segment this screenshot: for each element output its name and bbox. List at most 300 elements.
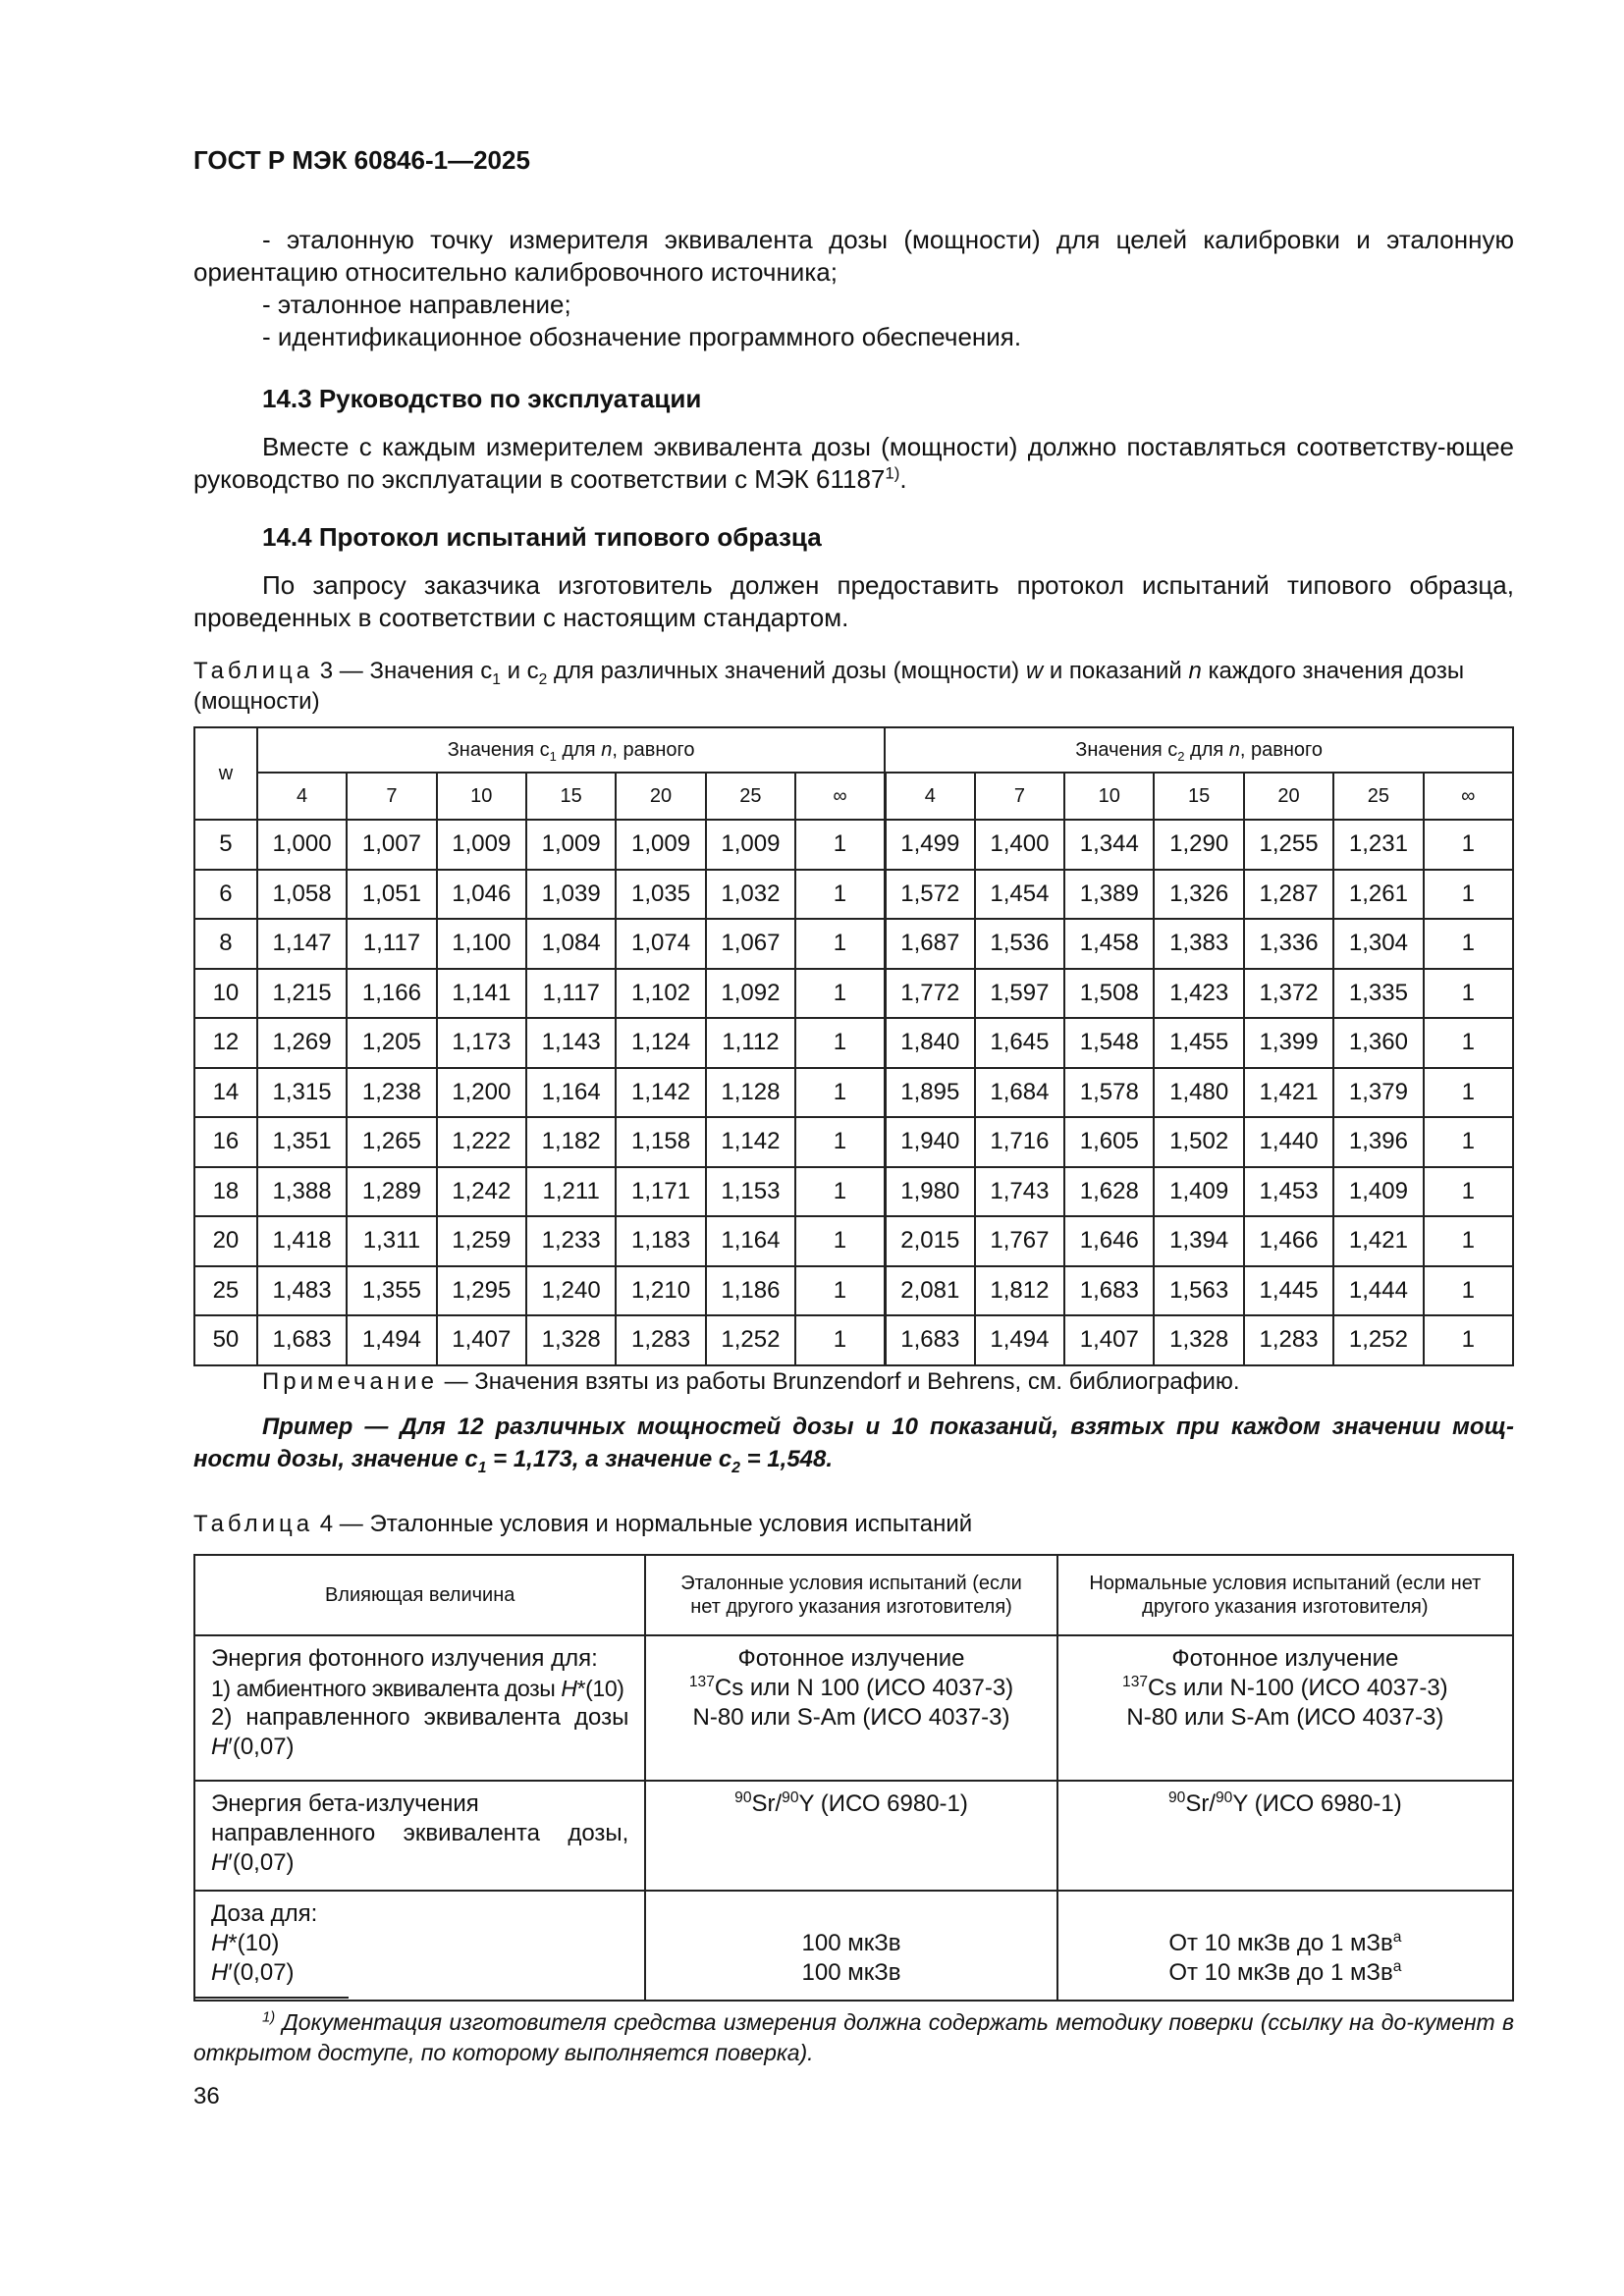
table-cell: 1,683: [1064, 1266, 1154, 1316]
r2-norm-mid: Sr/: [1185, 1790, 1216, 1817]
table-cell: 1: [795, 1266, 885, 1316]
table-cell: 1,409: [1333, 1167, 1423, 1217]
group2-n: n: [1228, 738, 1240, 761]
r2-q1: Энергия бета-излучения: [211, 1790, 479, 1817]
table-cell: 1,141: [437, 969, 526, 1019]
table-cell: 1,716: [975, 1117, 1064, 1167]
table4-r2-normal: [1057, 1781, 1513, 1891]
table-cell: 2,081: [885, 1266, 974, 1316]
table-cell: 1,009: [526, 820, 616, 870]
r1-norm2-sup: 137: [1122, 1674, 1149, 1690]
intro-line-3: - идентификационное обозначение программного обеспечения.: [262, 322, 1022, 351]
table-cell: 1: [795, 1315, 885, 1365]
table3-n-header: 25: [706, 773, 795, 820]
table4-r1-reference: [645, 1635, 1056, 1781]
section-14-3-title: 14.3 Руководство по эксплуатации: [262, 384, 702, 413]
table-cell: 1,058: [257, 870, 347, 920]
table-cell: 1: [795, 1068, 885, 1118]
table-cell: 1,499: [885, 820, 974, 870]
table-cell: 1,143: [526, 1018, 616, 1068]
table-cell: 1: [1424, 1068, 1513, 1118]
table-cell: 1,074: [616, 919, 705, 969]
table-cell: 1,000: [257, 820, 347, 870]
footnote-text: Документация изготовителя средства измерения должна содержать методику поверки (ссылку на до-кумент в открытом доступе, по которому выполняется поверка).: [193, 2009, 1514, 2065]
table4-r2-quantity: [194, 1781, 645, 1891]
table-cell: 1,494: [347, 1315, 436, 1365]
table-cell: 1,124: [616, 1018, 705, 1068]
table-cell: 1,455: [1154, 1018, 1243, 1068]
table-cell: 1: [1424, 820, 1513, 870]
table-cell: 1,335: [1333, 969, 1423, 1019]
r1-norm2: [1068, 1674, 1502, 1703]
table3-n-header: 7: [975, 773, 1064, 820]
table-cell: 1,265: [347, 1117, 436, 1167]
table-cell: 1,683: [885, 1315, 974, 1365]
r2-q3: [211, 1848, 628, 1878]
document-header: ГОСТ Р МЭК 60846-1—2025: [193, 145, 530, 175]
r1-ref2-text: Cs или N 100 (ИСО 4037-3): [714, 1675, 1014, 1701]
r1-ref3: N-80 или S-Am (ИСО 4037-3): [692, 1704, 1010, 1731]
footnote-mark: 1): [262, 2008, 276, 2026]
table4-r1-normal: [1057, 1635, 1513, 1781]
table3-note: [262, 1368, 1240, 1396]
r3-ref-2: 100 мкЗв: [801, 1959, 901, 1986]
table-cell: 1,112: [706, 1018, 795, 1068]
table-cell: 1,646: [1064, 1216, 1154, 1266]
table-cell: 1,383: [1154, 919, 1243, 969]
table-cell: 1,117: [526, 969, 616, 1019]
table3-n-header: ∞: [1424, 773, 1513, 820]
table3-n-header: 4: [885, 773, 974, 820]
table3-col-w-header: w: [194, 727, 257, 820]
section-14-3-text: [193, 431, 1514, 496]
r1-q2v: H: [561, 1676, 577, 1701]
table-cell: 1,494: [975, 1315, 1064, 1365]
note-text: — Значения взяты из работы Brunzendorf и Behrens, см. библиографию.: [437, 1368, 1240, 1395]
footnote: [193, 2007, 1514, 2068]
example-text-b: = 1,173, а значение c: [486, 1446, 732, 1472]
table-cell: 1: [795, 919, 885, 969]
r2-norm-sup2: 90: [1216, 1789, 1233, 1806]
table4: [193, 1554, 1514, 2002]
table-cell: 1,215: [257, 969, 347, 1019]
table-cell: 1: [1424, 1018, 1513, 1068]
table3-body: [194, 820, 1513, 1365]
table4-r3-quantity: [194, 1891, 645, 2001]
example-paragraph: [193, 1411, 1514, 1475]
r3-norm-2-text: От 10 мкЗв до 1 мЗв: [1168, 1959, 1393, 1986]
table-cell: 1,100: [437, 919, 526, 969]
table3-n-header-row: [194, 773, 1513, 820]
table-cell: 1,222: [437, 1117, 526, 1167]
footnote-separator: [193, 1997, 349, 1999]
table3-w-cell: 20: [194, 1216, 257, 1266]
section-14-4-text: По запросу заказчика изготовитель должен предоставить протокол испытаний типового образца, проведенных в соответствии с настоящим стандартом.: [193, 570, 1514, 632]
table-cell: 1,311: [347, 1216, 436, 1266]
table-cell: 1,372: [1244, 969, 1333, 1019]
table3-n-header: 20: [1244, 773, 1333, 820]
table-cell: 1,067: [706, 919, 795, 969]
note-label: Примечание: [262, 1368, 438, 1395]
table-cell: 1,336: [1244, 919, 1333, 969]
table-cell: 1,444: [1333, 1266, 1423, 1316]
table4-head-quantity: Влияющая величина: [194, 1555, 645, 1635]
table-cell: 1,379: [1333, 1068, 1423, 1118]
table4-r1-quantity: [194, 1635, 645, 1781]
table-cell: 1,186: [706, 1266, 795, 1316]
table-cell: 1,605: [1064, 1117, 1154, 1167]
table-cell: 1,940: [885, 1117, 974, 1167]
table-cell: 1,153: [706, 1167, 795, 1217]
table-cell: 1,772: [885, 969, 974, 1019]
table-cell: 1,767: [975, 1216, 1064, 1266]
table-cell: 1,326: [1154, 870, 1243, 920]
table-cell: 1,895: [885, 1068, 974, 1118]
table-row: [194, 1117, 1513, 1167]
table-cell: 1,039: [526, 870, 616, 920]
table-row: [194, 1018, 1513, 1068]
table-cell: 1,980: [885, 1167, 974, 1217]
r1-ref1: Фотонное излучение: [737, 1645, 965, 1672]
table-cell: 1: [795, 1117, 885, 1167]
table-cell: 1,252: [1333, 1315, 1423, 1365]
section-14-3-body: Вместе с каждым измерителем эквивалента дозы (мощности) должно поставляться соответству-ющее руководство по эксплуатации в соответствии с МЭК 61187: [193, 432, 1514, 494]
table-cell: 1,304: [1333, 919, 1423, 969]
table-cell: 1,548: [1064, 1018, 1154, 1068]
table3-w-cell: 14: [194, 1068, 257, 1118]
table-row: [194, 1167, 1513, 1217]
table3-caption-sub2: 2: [538, 670, 548, 688]
intro-line-2: - эталонное направление;: [262, 290, 571, 319]
table-cell: 1: [1424, 969, 1513, 1019]
table-cell: 1,046: [437, 870, 526, 920]
table-cell: 1,164: [706, 1216, 795, 1266]
r2-norm-end: Y (ИСО 6980-1): [1232, 1790, 1402, 1817]
table-cell: 1,295: [437, 1266, 526, 1316]
group2-text-b: для: [1184, 738, 1229, 761]
table-row: [194, 919, 1513, 969]
group2-text-c: , равного: [1239, 738, 1324, 761]
r1-q4b: ′(0,07): [228, 1734, 295, 1760]
table3-caption-sub1: 1: [492, 670, 501, 688]
r2-q2: направленного эквивалента дозы,: [211, 1820, 629, 1846]
table-cell: 1,166: [347, 969, 436, 1019]
r3-q2b: *(10): [228, 1930, 280, 1956]
table4-caption-text: 4 — Эталонные условия и нормальные условия испытаний: [319, 1511, 973, 1537]
table-row: [194, 870, 1513, 920]
table-cell: 1,597: [975, 969, 1064, 1019]
table-cell: 1,328: [526, 1315, 616, 1365]
table-cell: 1: [795, 969, 885, 1019]
table-cell: 1,092: [706, 969, 795, 1019]
r2-ref-sup1: 90: [734, 1789, 752, 1806]
r3-norm-2-sup: a: [1392, 1958, 1402, 1975]
table3-w-cell: 25: [194, 1266, 257, 1316]
section-14-4-title: 14.4 Протокол испытаний типового образца: [262, 522, 822, 552]
table3-caption-text-e: каждого значения дозы (мощности): [193, 658, 1465, 715]
r1-q2b: *(10): [576, 1676, 624, 1701]
table-cell: 1,164: [526, 1068, 616, 1118]
footnote-ref: 1): [885, 463, 900, 483]
table-cell: 1,252: [706, 1315, 795, 1365]
group1-sub: 1: [549, 748, 557, 764]
table-cell: 1,458: [1064, 919, 1154, 969]
table-cell: 1: [795, 1216, 885, 1266]
table-cell: 1,233: [526, 1216, 616, 1266]
table4-row-dose: [194, 1891, 1513, 2001]
table-cell: 1,409: [1154, 1167, 1243, 1217]
table-cell: 1,572: [885, 870, 974, 920]
table-cell: 1: [1424, 1216, 1513, 1266]
table4-row-photon: [194, 1635, 1513, 1781]
table3-n-header: 15: [526, 773, 616, 820]
table-cell: 1,240: [526, 1266, 616, 1316]
table-cell: 1,743: [975, 1167, 1064, 1217]
group1-text-b: для: [556, 738, 602, 761]
table-cell: 1,445: [1244, 1266, 1333, 1316]
table3-w-cell: 50: [194, 1315, 257, 1365]
table-cell: 1,142: [706, 1117, 795, 1167]
example-sub1: 1: [477, 1459, 487, 1476]
table-cell: 1,289: [347, 1167, 436, 1217]
table-cell: 1,051: [347, 870, 436, 920]
table-cell: 1,421: [1244, 1068, 1333, 1118]
table3-w-cell: 16: [194, 1117, 257, 1167]
group1-text-c: , равного: [612, 738, 695, 761]
r2-ref-mid: Sr/: [751, 1790, 783, 1817]
table-cell: 1,173: [437, 1018, 526, 1068]
table-cell: 1: [1424, 1167, 1513, 1217]
r1-ref2-sup: 137: [688, 1674, 715, 1690]
table-cell: 1,283: [1244, 1315, 1333, 1365]
table-cell: 1,399: [1244, 1018, 1333, 1068]
table4-head-reference: Эталонные условия испытаний (если нет другого указания изготовителя): [645, 1555, 1056, 1635]
table3: [193, 726, 1514, 1366]
r1-norm2-text: Cs или N-100 (ИСО 4037-3): [1148, 1675, 1448, 1701]
section-14-3-end: .: [899, 464, 907, 494]
table-cell: 1,355: [347, 1266, 436, 1316]
group1-n: n: [601, 738, 613, 761]
table-cell: 1: [1424, 1266, 1513, 1316]
table3-w-cell: 5: [194, 820, 257, 870]
table4-label: Таблица: [193, 1511, 314, 1537]
table-cell: 1,388: [257, 1167, 347, 1217]
table-cell: 1: [795, 870, 885, 920]
table4-header-row: [194, 1555, 1513, 1635]
table-cell: 1: [1424, 1117, 1513, 1167]
table-cell: 1,009: [616, 820, 705, 870]
table-cell: 1: [795, 820, 885, 870]
table-cell: 1,147: [257, 919, 347, 969]
table-cell: 1,158: [616, 1117, 705, 1167]
table3-caption-n: n: [1188, 658, 1202, 684]
table3-n-header: 7: [347, 773, 436, 820]
r3-q3v: H: [211, 1959, 229, 1986]
table-cell: 1,483: [257, 1266, 347, 1316]
table-cell: 1,259: [437, 1216, 526, 1266]
r1-norm3: N-80 или S-Am (ИСО 4037-3): [1126, 1704, 1444, 1731]
table-cell: 1,344: [1064, 820, 1154, 870]
r3-q2: [211, 1929, 628, 1958]
table3-w-cell: 8: [194, 919, 257, 969]
r3-norm-1: [1068, 1929, 1502, 1958]
r3-ref-1: 100 мкЗв: [801, 1930, 901, 1956]
r1-norm1: Фотонное излучение: [1171, 1645, 1399, 1672]
example-text-c: = 1,548.: [739, 1446, 834, 1472]
table-cell: 1,242: [437, 1167, 526, 1217]
table4-caption: [193, 1509, 1514, 1539]
r3-q3: [211, 1958, 628, 1988]
r1-q1: Энергия фотонного излучения для:: [211, 1645, 598, 1672]
table-cell: 1,389: [1064, 870, 1154, 920]
table3-caption: [193, 656, 1514, 717]
table3-caption-text-c: для различных значений дозы (мощности): [547, 658, 1026, 684]
page-number: 36: [193, 2083, 220, 2109]
table3-group-c1-header: [257, 727, 885, 773]
table3-n-header: 15: [1154, 773, 1243, 820]
table-cell: 1: [795, 1167, 885, 1217]
table-row: [194, 969, 1513, 1019]
table3-n-header: 10: [437, 773, 526, 820]
r1-ref2: [656, 1674, 1046, 1703]
r2-norm-sup1: 90: [1167, 1789, 1186, 1806]
table-cell: 1,407: [437, 1315, 526, 1365]
table-cell: 1,035: [616, 870, 705, 920]
table4-row-beta: [194, 1781, 1513, 1891]
table-cell: 1,812: [975, 1266, 1064, 1316]
table3-caption-w: w: [1025, 658, 1044, 684]
table-cell: 1,683: [257, 1315, 347, 1365]
table-cell: 1: [1424, 919, 1513, 969]
table-row: [194, 1266, 1513, 1316]
table-cell: 1: [1424, 870, 1513, 920]
table4-r3-normal: [1057, 1891, 1513, 2001]
table-cell: 1,102: [616, 969, 705, 1019]
table-cell: 1,007: [347, 820, 436, 870]
table3-label: Таблица: [193, 658, 314, 684]
r1-q3: 2) направленного эквивалента дозы: [211, 1704, 629, 1731]
table-cell: 1,231: [1333, 820, 1423, 870]
table-cell: 1,290: [1154, 820, 1243, 870]
r1-q4: [211, 1733, 628, 1762]
table-cell: 1,200: [437, 1068, 526, 1118]
table-cell: 1,396: [1333, 1117, 1423, 1167]
table-cell: 1,440: [1244, 1117, 1333, 1167]
table3-n-header: ∞: [795, 773, 885, 820]
r3-q1: Доза для:: [211, 1900, 318, 1927]
intro-line-1: - эталонную точку измерителя эквивалента дозы (мощности) для целей калибровки и эталонную ориентацию относительно калибровочного источника;: [193, 225, 1514, 287]
r1-q2: [211, 1674, 628, 1703]
table4-r3-reference: [645, 1891, 1056, 2001]
table-cell: 1,628: [1064, 1167, 1154, 1217]
table-cell: 1,400: [975, 820, 1064, 870]
table-cell: 1,182: [526, 1117, 616, 1167]
table-cell: 1,211: [526, 1167, 616, 1217]
table-cell: 1,466: [1244, 1216, 1333, 1266]
table-cell: 1,840: [885, 1018, 974, 1068]
table-cell: 1,418: [257, 1216, 347, 1266]
r1-q2a: 1) амбиентного эквивалента дозы: [211, 1676, 562, 1701]
table-cell: 1,183: [616, 1216, 705, 1266]
table-cell: 1,142: [616, 1068, 705, 1118]
r3-q2v: H: [211, 1930, 229, 1956]
table-cell: 1,009: [437, 820, 526, 870]
group2-sub: 2: [1177, 748, 1185, 764]
table-cell: 1,645: [975, 1018, 1064, 1068]
table3-n-header: 10: [1064, 773, 1154, 820]
table3-w-cell: 18: [194, 1167, 257, 1217]
table-cell: 1,421: [1333, 1216, 1423, 1266]
table-cell: 1: [795, 1018, 885, 1068]
table-cell: 1,423: [1154, 969, 1243, 1019]
table3-w-cell: 12: [194, 1018, 257, 1068]
r1-q4v: H: [211, 1734, 229, 1760]
table-cell: 1,536: [975, 919, 1064, 969]
table-cell: 1,128: [706, 1068, 795, 1118]
table-cell: 1,210: [616, 1266, 705, 1316]
r3-q3b: ′(0,07): [228, 1959, 295, 1986]
table-cell: 1,255: [1244, 820, 1333, 870]
table-cell: 1,394: [1154, 1216, 1243, 1266]
table-cell: 2,015: [885, 1216, 974, 1266]
table-cell: 1,328: [1154, 1315, 1243, 1365]
table3-caption-text-d: и показаний: [1043, 658, 1189, 684]
table-cell: 1: [1424, 1315, 1513, 1365]
table-cell: 1,684: [975, 1068, 1064, 1118]
r3-norm-2: [1068, 1958, 1502, 1988]
table-cell: 1,117: [347, 919, 436, 969]
example-text-a: Пример — Для 12 различных мощностей дозы и 10 показаний, взятых при каждом значении мощ-ности дозы, значение c: [193, 1414, 1514, 1472]
table-cell: 1,261: [1333, 870, 1423, 920]
table3-w-cell: 10: [194, 969, 257, 1019]
table-row: [194, 820, 1513, 870]
table-cell: 1,480: [1154, 1068, 1243, 1118]
group2-text-a: Значения c: [1075, 738, 1178, 761]
table-cell: 1,238: [347, 1068, 436, 1118]
table-cell: 1,287: [1244, 870, 1333, 920]
table-cell: 1,502: [1154, 1117, 1243, 1167]
table-cell: 1,563: [1154, 1266, 1243, 1316]
table-cell: 1,171: [616, 1167, 705, 1217]
table-row: [194, 1216, 1513, 1266]
table-cell: 1,453: [1244, 1167, 1333, 1217]
r2-ref-sup2: 90: [782, 1789, 799, 1806]
table3-group-c2-header: [885, 727, 1513, 773]
table-cell: 1,205: [347, 1018, 436, 1068]
table3-w-cell: 6: [194, 870, 257, 920]
table-cell: 1,578: [1064, 1068, 1154, 1118]
table-row: [194, 1068, 1513, 1118]
table-cell: 1,351: [257, 1117, 347, 1167]
table-cell: 1,454: [975, 870, 1064, 920]
table3-caption-text-b: и c: [500, 658, 539, 684]
r3-norm-1-sup: a: [1392, 1929, 1402, 1946]
table-cell: 1,315: [257, 1068, 347, 1118]
r2-ref-end: Y (ИСО 6980-1): [798, 1790, 968, 1817]
r3-norm-1-text: От 10 мкЗв до 1 мЗв: [1168, 1930, 1393, 1956]
table-cell: 1,407: [1064, 1315, 1154, 1365]
table4-r2-reference: [645, 1781, 1056, 1891]
table-cell: 1,687: [885, 919, 974, 969]
example-sub2: 2: [731, 1459, 740, 1476]
table-cell: 1,032: [706, 870, 795, 920]
r2-q3b: ′(0,07): [228, 1849, 295, 1876]
table-cell: 1,269: [257, 1018, 347, 1068]
table-cell: 1,508: [1064, 969, 1154, 1019]
table-row: [194, 1315, 1513, 1365]
table3-caption-text-a: 3 — Значения c: [319, 658, 493, 684]
table-cell: 1,009: [706, 820, 795, 870]
